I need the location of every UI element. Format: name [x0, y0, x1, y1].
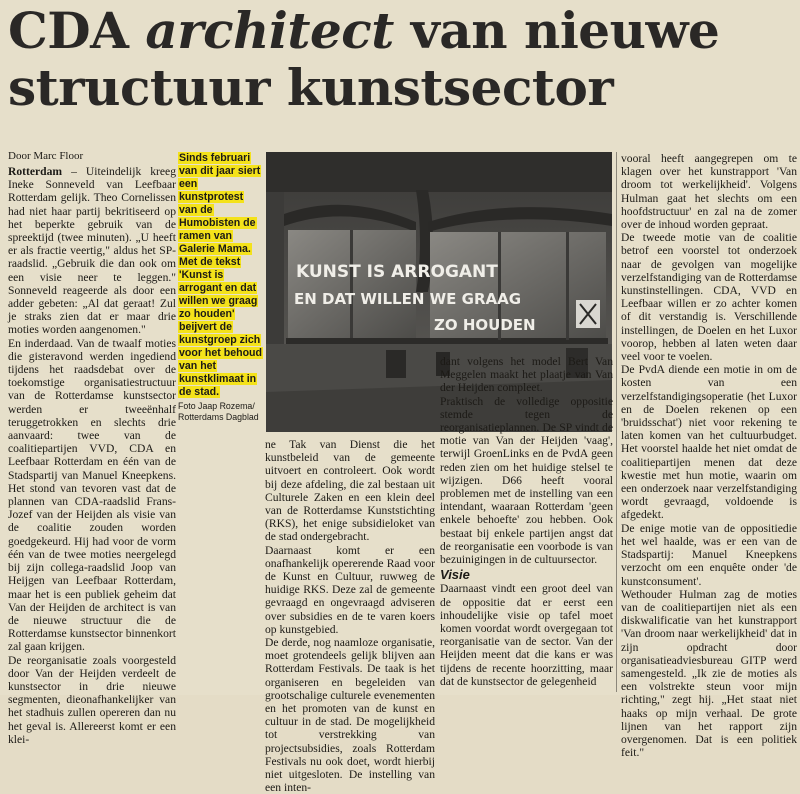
paragraph: Rotterdam – Uiteindelijk kreeg Ineke Sonneveld van Leefbaar Rotterdam gelijk. Theo Cornelissen had niet haar partij bekritiseerd op het beperkte gebruik van de spreektijd (twee minuten). „U heeft er als fractie veertig," aldus het SP-raadslid. „Gebruik die dan ook om een visie neer te leggen." Sonneveld reageerde als door een adder gebeten: „Al dat geraat! Zul je straks zien dat er maar drie moties worden aangenomen." [8, 165, 176, 337]
paragraph: ne Tak van Dienst die het kunstbeleid van de gemeente uitvoert en controleert. Ook wordt bij deze afdeling, die zal bestaan uit Culturele Zaken en een klein deel van de Rotterdamse Kunststichting (RKS), het enige subsidieloket van de stad ondergebracht. [265, 438, 435, 544]
paragraph: Daarnaast komt er een onafhankelijk opererende Raad voor de Kunst en Cultuur, ruwweg de huidige RKS. Deze zal de gemeente gevraagd en ongevraagd adviseren over subsidies en de te varen koers op kunstgebied. [265, 543, 435, 636]
paragraph: Praktisch de volledige oppositie stemde tegen de reorganisatieplannen. De SP vindt de motie van Van der Heijden 'vaag', terwijl GroenLinks en de PvdA geen reden zien om het huidige stelsel te wijzigen. D66 heeft vooral problemen met de instelling van een intendant, waaraan Rotterdam 'geen enkele behoefte' zou hebben. Ook bestaat bij enkele partijen angst dat de reorganisatie een voorbode is van bezuinigingen in de cultuursector. [440, 394, 613, 567]
humobisten-logo-icon [576, 300, 600, 328]
window-text-line-1: KUNST IS ARROGANT [296, 262, 498, 282]
paragraph: En inderdaad. Van de twaalf moties die gisteravond werden ingediend tijdens het raadsdebat over de toekomstige organisatiestructuur van de Rotterdamse kunstsector werden er tweeënhalf teruggetrokken en slechts drie aanvaard: twee van de coalitiepartijen VVD, CDA en Leefbaar Rotterdam en één van de Stadspartij van Manuel Kneepkens. Het stond van tevoren vast dat de plannen van CDA-raadslid Frans-Jozef van der Heijden als visie van de coalitie zouden worden goedgekeurd. Hij had voor de vorm één van de twee moties neergelegd bij zijn collega-raadslid Joop van Heijgen van Leefbaar Rotterdam, maar het is een publiek geheim dat Van der Heijden de architect is van de nieuwe structuur die de Rotterdamse kunstsector binnenkort zal gaan krijgen. [8, 336, 176, 654]
article-column-1 [8, 165, 176, 746]
column-divider [616, 152, 617, 692]
photo-credit: Foto Jaap Rozema/ Rotterdams Dagblad [178, 401, 259, 422]
paragraph: Wethouder Hulman zag de moties van de coalitiepartijen niet als een diskwalificatie van het kunstrapport 'Van droom naar werkelijkheid' dat in zijn opdracht door organisatieadviesbureau GITP werd samengesteld. „Ik zie de moties als een volstrekte steun voor mijn richting," zegt hij. „Het staat niet haaks op mijn verhaal. De grote lijnen van het rapport zijn overgenomen. Dat is een politiek feit." [621, 587, 797, 760]
headline: CDA architect van nieuwe structuur kunstsector [8, 1, 720, 117]
window-text-line-2: EN DAT WILLEN WE GRAAG [294, 290, 522, 308]
window-text-line-3: ZO HOUDEN [434, 316, 536, 334]
photo-caption [178, 152, 262, 423]
paragraph: vooral heeft aangegrepen om te klagen over het kunstrapport 'Van droom tot werkelijkheid'. Volgens Hulman gaat het slechts om een hoofdstructuur' en zal na de zomer over de inhoud worden gepraat. [621, 152, 797, 232]
article-column-3 [440, 355, 613, 695]
dateline: Rotterdam [8, 165, 63, 178]
byline: Door Marc Floor [8, 150, 84, 162]
paragraph: De reorganisatie zoals voorgesteld door Van der Heijden verdeelt de kunstsector in drie nieuwe segmenten, dieonafhankelijker van het stadhuis zullen opereren dan nu het geval is. Allereerst komt er een klei- [8, 653, 176, 746]
article-column-2 [265, 438, 435, 794]
paragraph: Daarnaast vindt een groot deel van de oppositie dat er eerst een inhoudelijke visie op tafel moet komen voordat wordt overgegaan tot reorganisatie van de sector. Van der Heijden meent dat die kans er was tijdens de recente hoorzitting, maar dat de kunstsector de gelegenheid [440, 582, 613, 688]
paragraph: De derde, nog naamloze organisatie, moet grotendeels gelijk blijven aan Rotterdam Festivals. De taak is het organiseren en begeleiden van grootschalige culturele evenementen en het promoten van de kunst en cultuur in de stad. De mogelijkheid tot verstrekking van projectsubsidies, zoals Rotterdam Festivals nu ook doet, wordt hierbij niet uitgesloten. De instelling van een inten- [265, 636, 435, 794]
caption-text: Sinds februari van dit jaar siert een kunstprotest van de Humobisten de ramen van Galerie Mama. Met de tekst 'Kunst is arrogant en dat willen we graag zo houden' beijvert de kunstgroep zich voor het behoud van het kunstklimaat in de stad. [179, 152, 262, 398]
paragraph: dant volgens het model Bert Van Meggelen maakt het plaatje van Van der Heijden compleet. [440, 355, 613, 395]
article-column-4 [621, 152, 797, 760]
subheading: Visie [440, 567, 470, 583]
paragraph: De enige motie van de oppositiedie het wel haalde, was er een van de Stadspartij: Manuel Kneepkens verzocht om een enquête onder 'de kunstconsument'. [621, 521, 797, 588]
paragraph: De tweede motie van de coalitie betrof een voorstel tot onderzoek naar de gevolgen van mogelijke verzelfstandiging van de Rotterdamse kunstinstellingen. CDA, VVD en Leefbaar willen er zo achter komen of dit verstandig is. Verschillende instellingen, de Doelen en het Luxor voorop, hebben al laten weten daar veel voor te voelen. [621, 231, 797, 364]
paragraph: De PvdA diende een motie in om de kosten van een verzelfstandigingsoperatie (het Luxor en de Doelen rekenen op een 'bruidsschat') niet voor rekening te laten komen van het cultuurbudget. Het voorstel haalde het niet omdat de coalitiepartijen menen dat deze kwestie met hun motie, waarin om een onderzoek naar verzelfstandiging wordt gevraagd, voldoende is afgedekt. [621, 363, 797, 522]
